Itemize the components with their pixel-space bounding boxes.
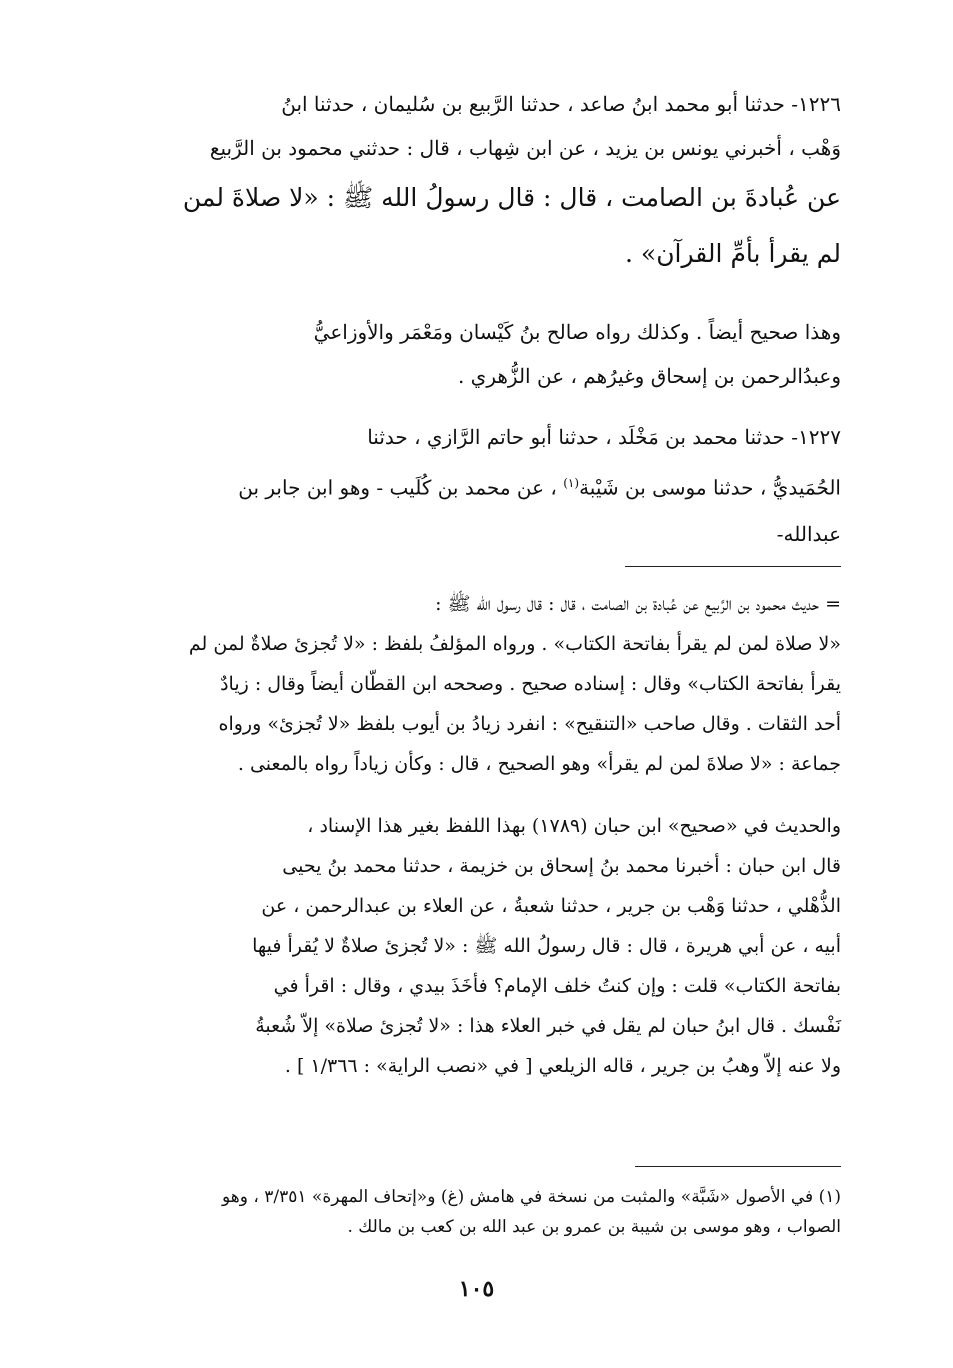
notes-para1-line-4: أحد الثقات . وقال صاحب «التنقيح» : انفرد زيادُ بن أيوب بلفظ «لا تُجزئ» ورواه: [218, 713, 841, 735]
footnote-reference[interactable]: (١): [563, 476, 580, 490]
hadith-1226-line-4: لم يقرأ بأمِّ القرآن» .: [625, 239, 841, 268]
hadith-1226: [115, 82, 841, 282]
notes-para2-line-4: أبيه ، عن أبي هريرة ، قال : قال رسولُ الله ﷺ : «لا تُجزئ صلاةٌ لا يُقرأ فيها: [252, 935, 841, 957]
notes-para1-line-5: جماعة : «لا صلاةَ لمن لم يقرأ» وهو الصحيح ، قال : وكأن زياداً رواه بالمعنى .: [237, 753, 841, 775]
notes-para2-line-7: ولا عنه إلاّ وهبُ بن جرير ، قاله الزيلعي [ في «نصب الراية» : ١/٣٦٦ ] .: [284, 1055, 841, 1077]
footnote-separator: [635, 1166, 841, 1167]
notes-separator: [625, 566, 841, 567]
notes-para2-line-1: والحديث في «صحيح» ابن حبان (١٧٨٩) بهذا اللفظ بغير هذا الإسناد ،: [307, 815, 841, 837]
hadith-1227-line-1: ١٢٢٧- حدثنا محمد بن مَخْلَد ، حدثنا أبو حاتم الرَّازي ، حدثنا: [367, 425, 841, 449]
notes-section: [115, 584, 841, 1086]
notes-para2-line-3: الذُّهْلي ، حدثنا وَهْب بن جرير ، حدثنا شعبةُ ، عن العلاء بن عبدالرحمن ، عن: [261, 895, 841, 917]
hadith-1226-line-2: وَهْب ، أخبرني يونس بن يزيد ، عن ابن شِهاب ، قال : حدثني محمود بن الرَّبيع: [209, 136, 841, 160]
comment-1226-line-2: وعبدُالرحمن بن إسحاق وغيرُهم ، عن الزُّهري .: [457, 364, 841, 388]
hadith-1227-line-3: عبدالله-: [776, 521, 841, 546]
hadith-1226-line-3: عن عُبادةَ بن الصامت ، قال : قال رسولُ الله ﷺ : «لا صلاةَ لمن: [182, 183, 841, 212]
notes-para1-line-3: يقرأ بفاتحة الكتاب» وقال : إسناده صحيح . وصححه ابن القطّان أيضاً وقال : زيادٌ: [220, 673, 841, 695]
hadith-1227-line-2: [115, 460, 841, 511]
footnote-line-2: الصواب ، وهو موسى بن شيبة بن عمرو بن عبد الله بن كعب بن مالك .: [347, 1217, 841, 1237]
notes-para2-line-6: نَفْسك . قال ابنُ حبان لم يقل في خبر العلاء هذا : «لا تُجزئ صلاة» إلاّ شُعبةُ: [255, 1015, 841, 1037]
notes-para1-line-1: = حديث محمود بن الرَّبيع عن عُبادة بن الصامت ، قال : قال رسول الله ﷺ :: [435, 593, 841, 615]
paragraph-gap: [115, 784, 841, 806]
notes-para1-line-2: «لا صلاة لمن لم يقرأ بفاتحة الكتاب» . ورواه المؤلفُ بلفظ : «لا تُجزئ صلاةٌ لمن لم: [188, 633, 841, 655]
notes-para2-line-5: بفاتحة الكتاب» قلت : وإن كنتُ خلف الإمام؟ فأخَذَ بيدي ، وقال : اقرأ في: [273, 975, 841, 997]
hadith-1227-line-2a: الحُمَيديُّ ، حدثنا موسى بن شَيْبة: [579, 475, 841, 500]
notes-para2-line-2: قال ابن حبان : أخبرنا محمد بنُ إسحاق بن خزيمة ، حدثنا محمد بنُ يحيى: [282, 855, 841, 877]
hadith-1227-line-2b: ، عن محمد بن كُلَيب - وهو ابن جابر بن: [238, 475, 564, 500]
comment-1226: [115, 310, 841, 398]
hadith-1227: [115, 414, 841, 557]
footnote-line-1: (١) في الأصول «شَبَّة» والمثبت من نسخة في هامش (غ) و«إتحاف المهرة» ٣/٣٥١ ، وهو: [221, 1187, 841, 1207]
hadith-1226-line-1: ١٢٢٦- حدثنا أبو محمد ابنُ صاعد ، حدثنا الرَّبيع بن سُليمان ، حدثنا ابنُ: [281, 92, 841, 116]
page-number: ١٠٥: [458, 1276, 495, 1302]
comment-1226-line-1: وهذا صحيح أيضاً . وكذلك رواه صالح بنُ كَيْسان ومَعْمَر والأوزاعيُّ: [313, 320, 841, 344]
footnote: [115, 1182, 841, 1242]
